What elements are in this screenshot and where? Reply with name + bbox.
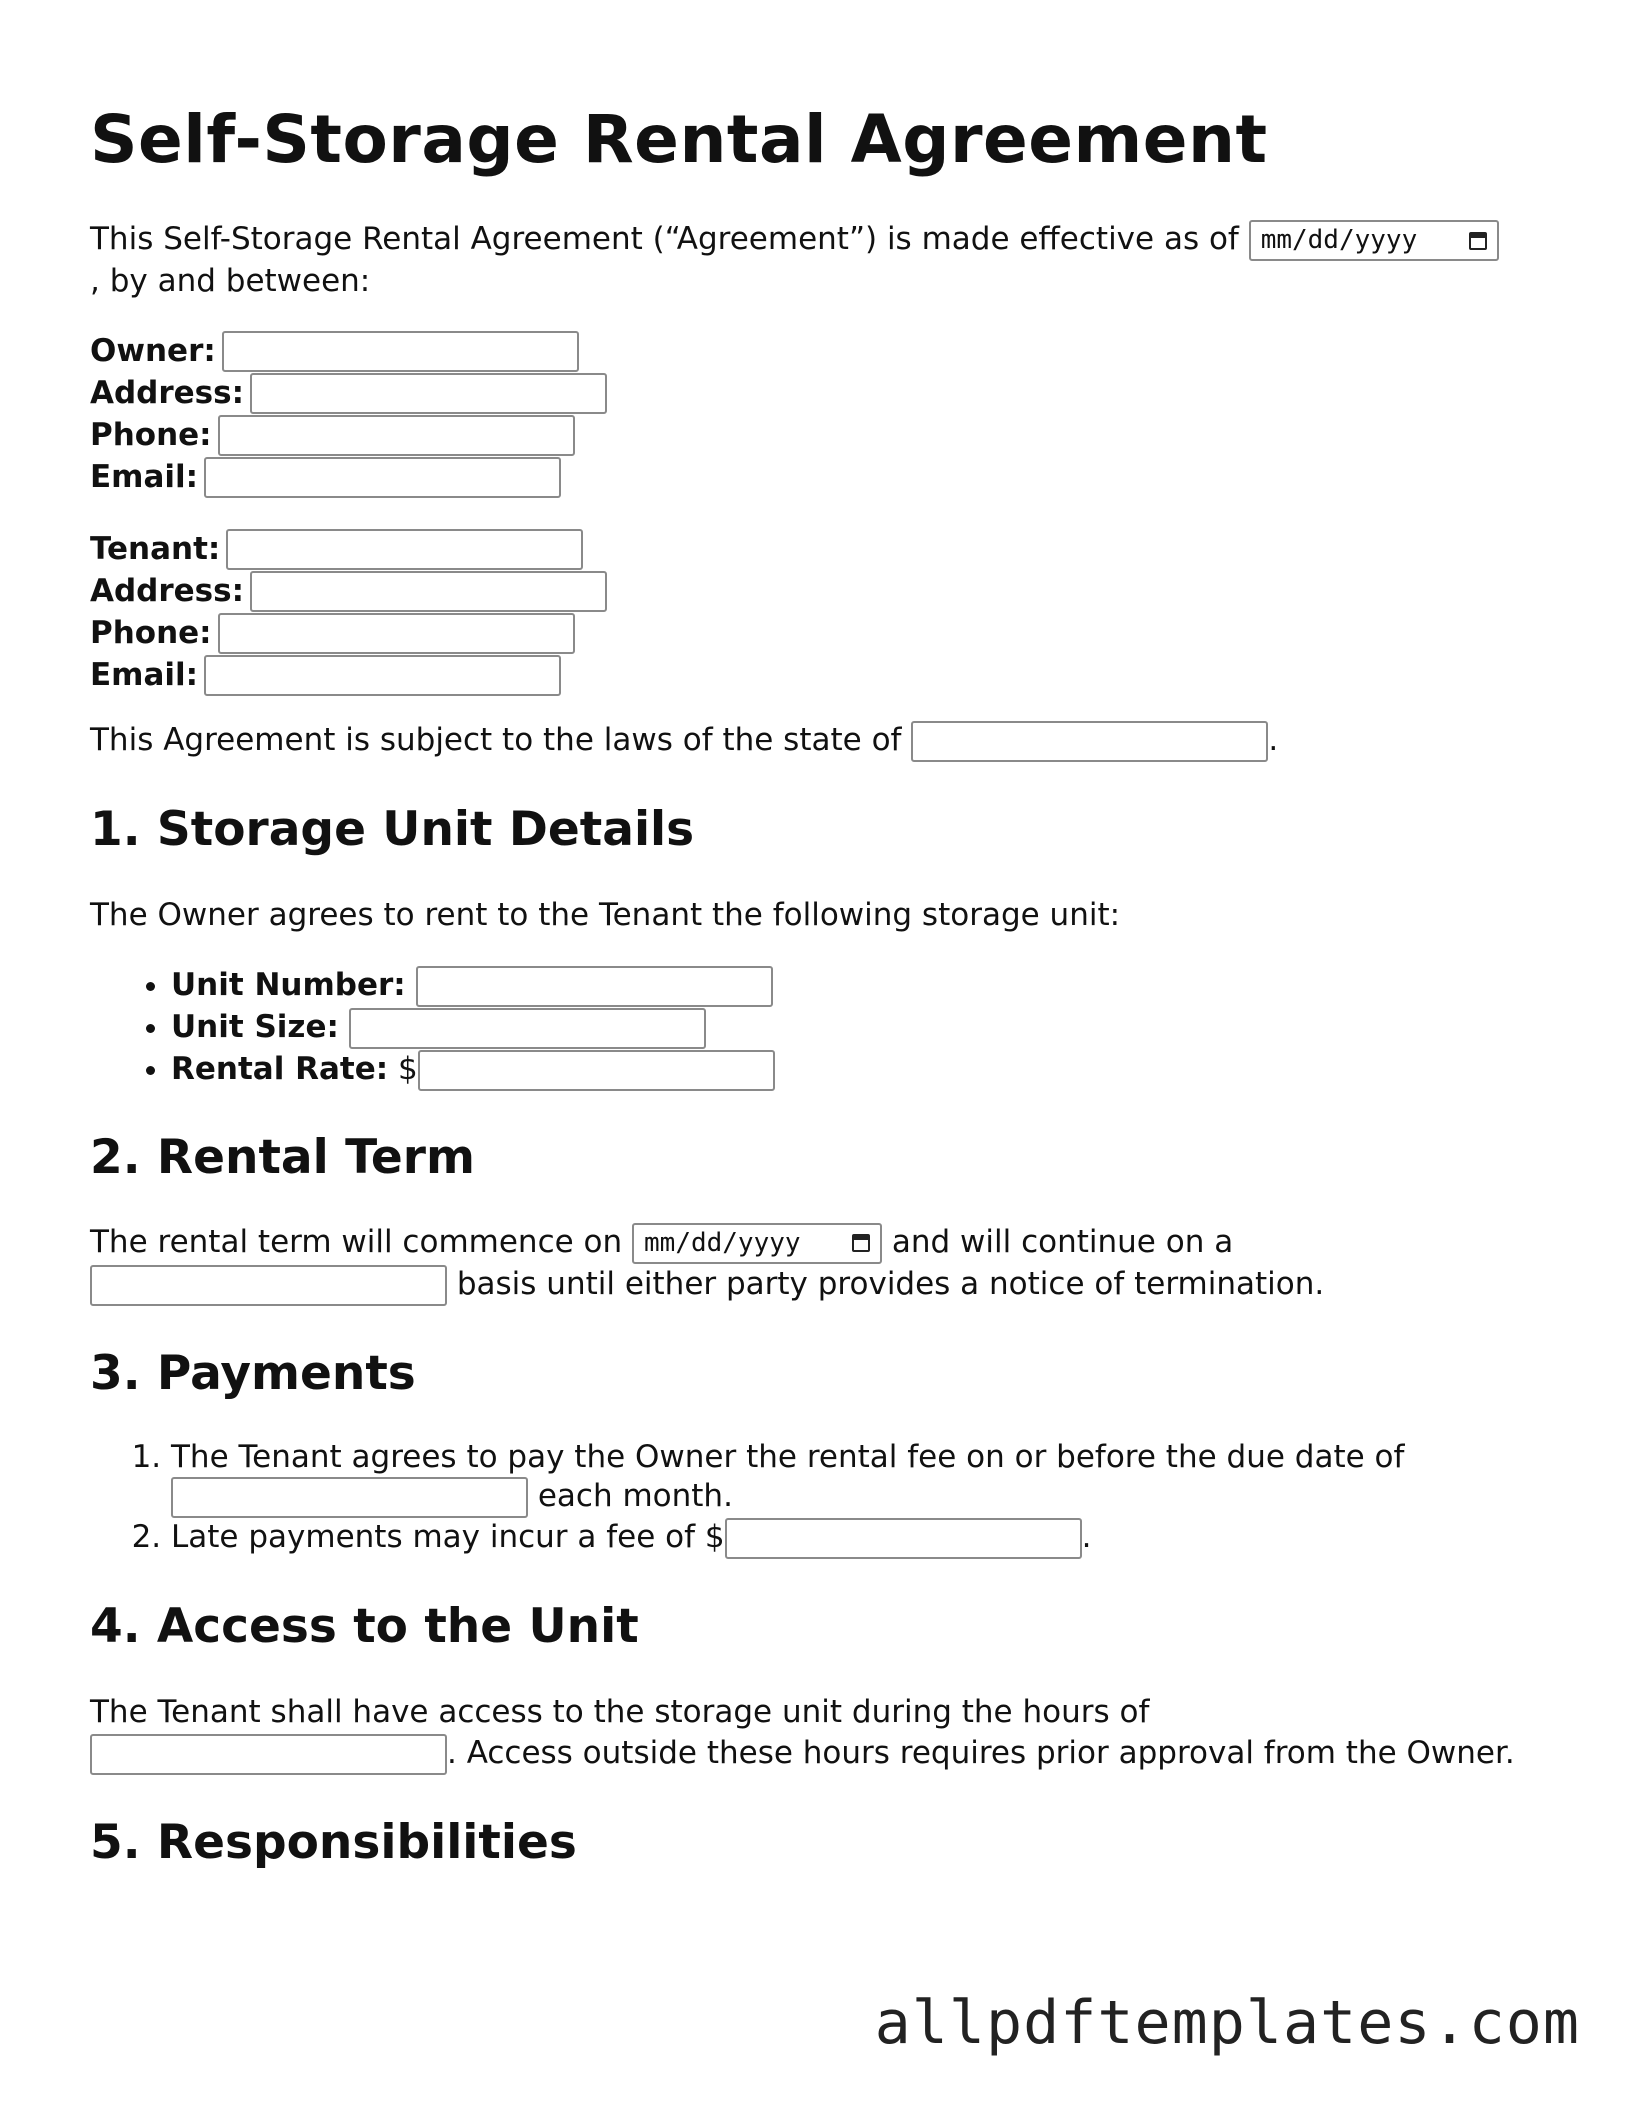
effective-date-input[interactable] — [1249, 220, 1499, 261]
watermark: allpdftemplates.com — [874, 1988, 1580, 2058]
tenant-name-label: Tenant: — [90, 531, 221, 568]
owner-address-label: Address: — [90, 375, 244, 412]
list-item — [171, 1438, 1540, 1518]
intro-text-before: This Self-Storage Rental Agreement (“Agreement”) is made effective as of — [90, 221, 1249, 258]
commence-date-placeholder: mm/dd/yyyy — [644, 1227, 801, 1258]
unit-details-list — [90, 964, 1540, 1090]
unit-number-input[interactable] — [416, 966, 773, 1007]
list-item — [171, 1006, 1540, 1048]
calendar-icon[interactable] — [852, 1234, 870, 1252]
term-text-middle: and will continue on a — [882, 1223, 1234, 1260]
due-date-text-after: each month. — [528, 1478, 733, 1515]
governing-law-paragraph — [90, 720, 1540, 762]
unit-number-label: Unit Number: — [171, 966, 406, 1003]
tenant-address-label: Address: — [90, 573, 244, 610]
section3-heading: 3. Payments — [90, 1345, 416, 1401]
owner-name-input[interactable] — [222, 331, 579, 372]
section5-heading: 5. Responsibilities — [90, 1814, 577, 1870]
tenant-phone-input[interactable] — [218, 613, 575, 654]
owner-email-label: Email: — [90, 459, 199, 496]
tenant-address-input[interactable] — [250, 571, 607, 612]
access-text-before: The Tenant shall have access to the storage unit during the hours of — [90, 1693, 1150, 1730]
list-item — [171, 1518, 1540, 1559]
term-basis-input[interactable] — [90, 1265, 447, 1306]
term-text-before: The rental term will commence on — [90, 1223, 633, 1260]
tenant-email-input[interactable] — [204, 655, 561, 696]
access-hours-input[interactable] — [90, 1734, 447, 1775]
unit-size-input[interactable] — [349, 1008, 706, 1049]
intro-paragraph — [90, 219, 1540, 302]
list-item — [171, 1048, 1540, 1090]
calendar-icon[interactable] — [1469, 232, 1487, 250]
due-date-text-before: The Tenant agrees to pay the Owner the rental fee on or before the due date of — [171, 1439, 1405, 1476]
rental-term-paragraph — [90, 1222, 1540, 1306]
owner-email-input[interactable] — [204, 457, 561, 498]
term-text-after: basis until either party provides a notice of termination. — [447, 1265, 1325, 1302]
tenant-block — [90, 528, 1540, 696]
section1-intro: The Owner agrees to rent to the Tenant the following storage unit: — [90, 896, 1121, 933]
commence-date-input[interactable] — [632, 1223, 882, 1264]
due-date-input[interactable] — [171, 1477, 528, 1518]
owner-phone-label: Phone: — [90, 417, 212, 454]
owner-block — [90, 330, 1540, 498]
section4-heading: 4. Access to the Unit — [90, 1599, 639, 1655]
owner-name-label: Owner: — [90, 333, 216, 370]
unit-size-label: Unit Size: — [171, 1008, 339, 1045]
agreement-document — [90, 100, 1540, 1871]
owner-phone-input[interactable] — [218, 415, 575, 456]
access-text-after: . Access outside these hours requires prior approval from the Owner. — [447, 1734, 1515, 1771]
access-paragraph — [90, 1692, 1540, 1775]
tenant-email-label: Email: — [90, 657, 199, 694]
late-fee-input[interactable] — [725, 1518, 1082, 1559]
rental-rate-label: Rental Rate: — [171, 1050, 389, 1087]
law-text-after: . — [1268, 722, 1279, 759]
late-fee-text-before: Late payments may incur a fee of $ — [171, 1519, 725, 1556]
intro-text-after: , by and between: — [90, 263, 371, 300]
list-item — [171, 964, 1540, 1006]
rental-rate-input[interactable] — [418, 1050, 775, 1091]
tenant-phone-label: Phone: — [90, 615, 212, 652]
law-text-before: This Agreement is subject to the laws of the state of — [90, 722, 912, 759]
state-input[interactable] — [911, 721, 1268, 762]
tenant-name-input[interactable] — [226, 529, 583, 570]
section2-heading: 2. Rental Term — [90, 1129, 475, 1185]
owner-address-input[interactable] — [250, 373, 607, 414]
effective-date-placeholder: mm/dd/yyyy — [1260, 225, 1418, 256]
payments-list — [90, 1438, 1540, 1559]
document-title: Self-Storage Rental Agreement — [90, 101, 1268, 178]
currency-symbol: $ — [398, 1050, 418, 1087]
section1-heading: 1. Storage Unit Details — [90, 802, 695, 858]
late-fee-text-after: . — [1081, 1519, 1092, 1556]
